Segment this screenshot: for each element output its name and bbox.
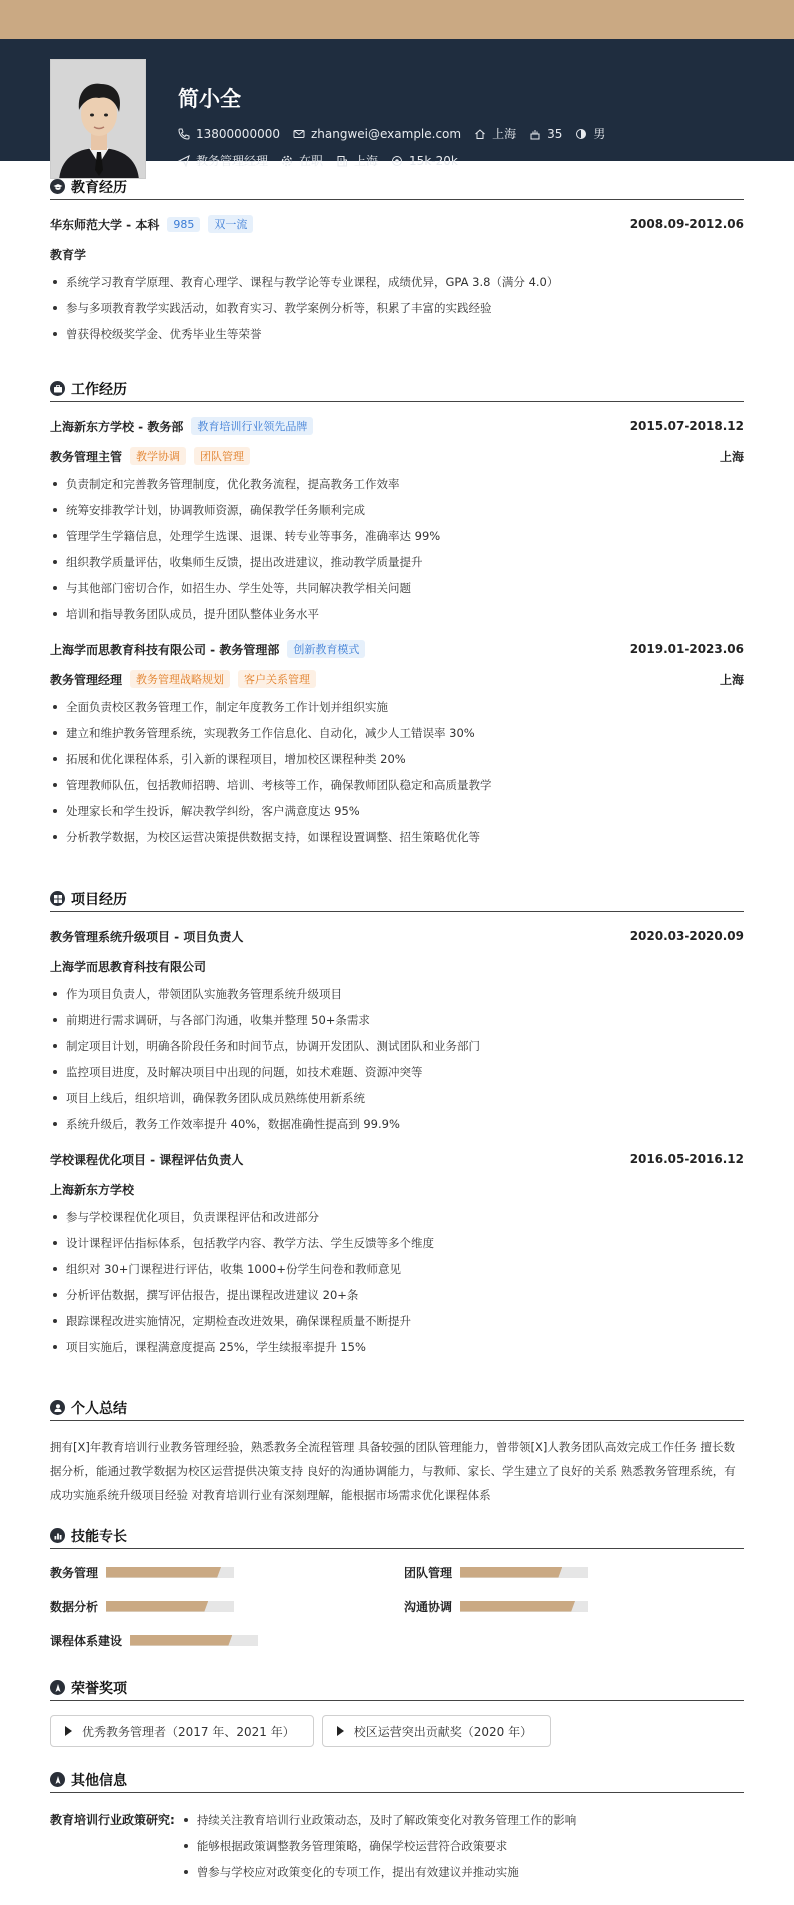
age-info [529,127,562,141]
list-item: 统筹安排教学计划，协调教师资源，确保教学任务顺利完成 [50,497,744,523]
skill-level-fill [460,1601,575,1612]
projects-header [50,890,744,912]
city-info [336,152,378,169]
role-tag: 团队管理 [194,447,250,465]
award-item[interactable] [50,1715,314,1747]
project-entry-head [50,1149,744,1169]
skill-name: 数据分析 [50,1599,99,1614]
skill-item [50,1563,404,1581]
play-icon [337,1726,344,1736]
award-text: 优秀教务管理者（2017 年、2021 年） [82,1724,295,1739]
status-info [281,152,323,169]
job-date: 2015.07-2018.12 [629,419,744,433]
list-item: 分析教学数据，为校区运营决策提供数据支持，如课程设置调整、招生策略优化等 [50,824,744,850]
list-item: 全面负责校区教务管理工作，制定年度教务工作计划并组织实施 [50,694,744,720]
play-icon [65,1726,72,1736]
grid-icon [50,891,65,906]
skills-title: 技能专长 [71,1528,127,1545]
phone-icon [178,128,190,140]
skill-level-bar [106,1601,234,1612]
list-item: 曾获得校级奖学金、优秀毕业生等荣誉 [50,321,744,347]
role-tag: 教学协调 [130,447,186,465]
gear-icon [281,155,293,167]
job-role-row [50,446,744,466]
skill-name: 沟通协调 [404,1599,453,1614]
other-list [181,1807,577,1885]
skill-item [50,1631,404,1649]
job-role: 教务管理经理 [50,672,123,687]
list-item: 管理学生学籍信息，处理学生选课、退课、转专业等事务，准确率达 99% [50,523,744,549]
phone-text: 13800000000 [196,126,280,141]
building-icon [336,155,348,167]
major: 教育学 [50,247,87,262]
list-item: 分析评估数据，撰写评估报告，提出课程改进建议 20+条 [50,1282,744,1308]
job-duty-list [50,471,744,627]
position-text: 教务管理经理 [196,154,269,168]
coin-icon [391,155,403,167]
other-label: 教育培训行业政策研究: [50,1813,175,1827]
work-section [50,380,744,850]
education-header [50,178,744,200]
other-section [50,1771,744,1885]
list-item: 组织教学质量评估，收集师生反馈，提出改进建议，推动教学质量提升 [50,549,744,575]
list-item: 参与学校课程优化项目，负责课程评估和改进部分 [50,1204,744,1230]
send-icon [178,155,190,167]
job-row [178,152,471,169]
briefcase-icon [50,381,65,396]
awards-section [50,1679,744,1747]
contact-row [178,125,618,142]
list-item: 设计课程评估指标体系，包括教学内容、教学方法、学生反馈等多个维度 [50,1230,744,1256]
other-header [50,1771,744,1793]
position-info [178,152,268,169]
skill-name: 教务管理 [50,1565,99,1580]
job-entry-head [50,416,744,436]
list-item: 曾参与学校应对政策变化的专项工作，提出有效建议并推动实施 [181,1859,577,1885]
list-item: 培训和指导教务团队成员，提升团队整体业务水平 [50,601,744,627]
summary-title: 个人总结 [71,1400,127,1417]
skill-name: 课程体系建设 [50,1633,123,1648]
city-text: 上海 [354,154,379,168]
user-icon [50,1400,65,1415]
medal-icon [50,1772,65,1787]
skill-level-bar [106,1567,234,1578]
skills-section [50,1527,744,1649]
award-text: 校区运营突出贡献奖（2020 年） [353,1724,533,1739]
list-item: 组织对 30+门课程进行评估，收集 1000+份学生问卷和教师意见 [50,1256,744,1282]
skill-level-fill [130,1635,232,1646]
cake-icon [529,128,541,140]
skill-item [404,1563,744,1581]
list-item: 作为项目负责人，带领团队实施教务管理系统升级项目 [50,981,744,1007]
skill-item [50,1597,404,1615]
project-date: 2016.05-2016.12 [629,1152,744,1166]
list-item: 管理教师队伍，包括教师招聘、培训、考核等工作，确保教师团队稳定和高质量教学 [50,772,744,798]
skills-grid [50,1563,744,1649]
other-title: 其他信息 [71,1772,127,1789]
skill-level-bar [460,1601,588,1612]
age-text: 35 [547,126,563,141]
avatar-photo [50,59,146,179]
school-name: 华东师范大学 - 本科 [50,217,160,232]
projects-title: 项目经历 [71,891,127,908]
role-tag: 教务管理战略规划 [130,670,230,688]
gender-icon [575,128,587,140]
skills-header [50,1527,744,1549]
education-section [50,178,744,347]
salary-text: 15k-20k [409,153,458,168]
list-item: 项目上线后，组织培训，确保教务团队成员熟练使用新系统 [50,1085,744,1111]
job-city: 上海 [719,449,744,464]
education-entry-head [50,214,744,234]
email-text: zhangwei@example.com [310,126,462,141]
bar-chart-icon [50,1528,65,1543]
status-text: 在职 [299,154,324,168]
award-item[interactable] [322,1715,551,1747]
awards-list [50,1715,744,1747]
work-header [50,380,744,402]
skill-item [404,1597,744,1615]
gender-text: 男 [593,127,606,141]
list-item: 跟踪课程改进实施情况，定期检查改进效果，确保课程质量不断提升 [50,1308,744,1334]
company-tag: 教育培训行业领先品牌 [191,417,313,435]
education-date: 2008.09-2012.06 [629,217,744,231]
job-role: 教务管理主管 [50,449,123,464]
list-item: 参与多项教育教学实践活动，如教育实习、教学案例分析等，积累了丰富的实践经验 [50,295,744,321]
project-name: 学校课程优化项目 - 课程评估负责人 [50,1152,244,1167]
job-role-row [50,669,744,689]
list-item: 持续关注教育培训行业政策动态，及时了解政策变化对教务管理工作的影响 [181,1807,577,1833]
list-item: 系统学习教育学原理、教育心理学、课程与教学论等专业课程，成绩优异，GPA 3.8（满分 4.0） [50,269,744,295]
skill-level-bar [460,1567,588,1578]
header-top-bar [0,0,794,39]
home-icon [474,128,486,140]
role-tag: 客户关系管理 [238,670,316,688]
list-item: 能够根据政策调整教务管理策略，确保学校运营符合政策要求 [181,1833,577,1859]
awards-header [50,1679,744,1701]
email-info [293,127,461,141]
school-tag: 985 [167,217,200,232]
other-content [50,1807,744,1885]
project-list [50,1204,744,1360]
skill-name: 团队管理 [404,1565,453,1580]
job-date: 2019.01-2023.06 [629,642,744,656]
location-text: 上海 [492,127,517,141]
job-entry-head [50,639,744,659]
mail-icon [293,128,305,140]
summary-section [50,1399,744,1507]
list-item: 项目实施后，课程满意度提高 25%，学生续报率提升 15% [50,1334,744,1360]
summary-text: 拥有[X]年教育培训行业教务管理经验，熟悉教务全流程管理 具备较强的团队管理能力，曾带领[X]人教务团队高效完成工作任务 擅长数据分析，能通过教学数据为校区运营提供决策支持 良好的沟通协调能力，与教师、家长、学生建立了良好的关系 熟悉教务管理系统，有成功实施系统升级项目经验 对教育培训行业有深刻理解，能根据市场需求优化课程体系 [50,1440,736,1502]
list-item: 建立和维护教务管理系统，实现教务工作信息化、自动化，减少人工错误率 30% [50,720,744,746]
company-name: 上海学而思教育科技有限公司 - 教务管理部 [50,642,280,657]
project-date: 2020.03-2020.09 [629,929,744,943]
location-info [474,125,516,142]
school-tag: 双一流 [208,215,253,233]
salary-info [391,154,458,168]
list-item: 监控项目进度，及时解决项目中出现的问题，如技术难题、资源冲突等 [50,1059,744,1085]
list-item: 系统升级后，教务工作效率提升 40%，数据准确性提高到 99.9% [50,1111,744,1137]
company-name: 上海新东方学校 - 教务部 [50,419,184,434]
project-list [50,981,744,1137]
skill-level-bar [130,1635,258,1646]
list-item: 前期进行需求调研，与各部门沟通，收集并整理 50+条需求 [50,1007,744,1033]
profile-header [0,39,794,168]
project-org: 上海新东方学校 [50,1182,135,1197]
gender-info [575,125,605,142]
job-city: 上海 [719,672,744,687]
education-title: 教育经历 [71,179,127,196]
project-name: 教务管理系统升级项目 - 项目负责人 [50,929,244,944]
work-title: 工作经历 [71,381,127,398]
phone-info [178,127,280,141]
projects-section [50,890,744,1360]
education-list [50,269,744,347]
skill-level-fill [106,1601,208,1612]
company-tag: 创新教育模式 [287,640,365,658]
summary-header [50,1399,744,1421]
job-duty-list [50,694,744,850]
list-item: 拓展和优化课程体系，引入新的课程项目，增加校区课程种类 20% [50,746,744,772]
list-item: 负责制定和完善教务管理制度，优化教务流程，提高教务工作效率 [50,471,744,497]
project-org: 上海学而思教育科技有限公司 [50,959,207,974]
project-entry-head [50,926,744,946]
skill-level-fill [460,1567,562,1578]
awards-title: 荣誉奖项 [71,1680,127,1697]
candidate-name: 简小全 [178,87,241,111]
list-item: 制定项目计划，明确各阶段任务和时间节点，协调开发团队、测试团队和业务部门 [50,1033,744,1059]
medal-icon [50,1680,65,1695]
skill-level-fill [106,1567,221,1578]
list-item: 与其他部门密切合作，如招生办、学生处等，共同解决教学相关问题 [50,575,744,601]
graduation-cap-icon [50,179,65,194]
list-item: 处理家长和学生投诉，解决教学纠纷，客户满意度达 95% [50,798,744,824]
